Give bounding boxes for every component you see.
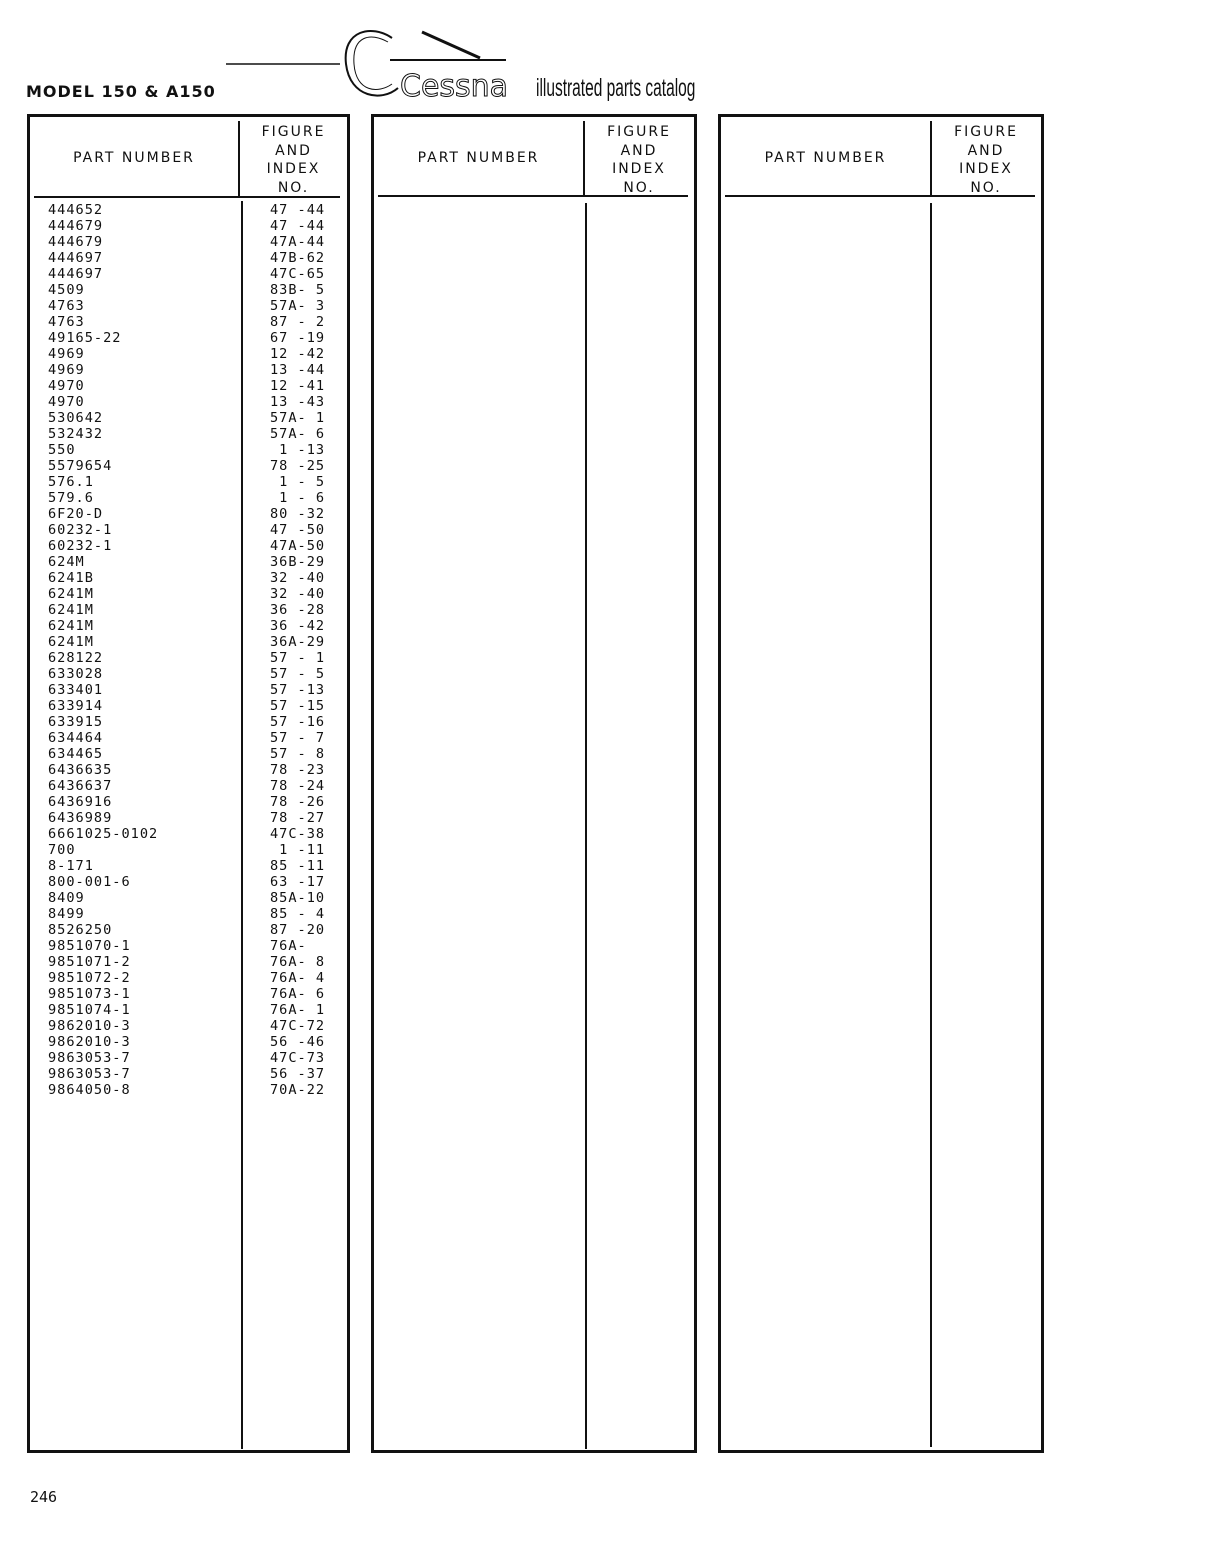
figure-index-cell: 47 -44 bbox=[270, 202, 326, 218]
figure-index-cell: 32 -40 bbox=[270, 586, 326, 602]
table-row bbox=[30, 474, 347, 490]
table-row bbox=[30, 378, 347, 394]
part-number-cell: 576.1 bbox=[48, 474, 94, 490]
figure-index-cell: 57 - 5 bbox=[270, 666, 326, 682]
table-row bbox=[30, 906, 347, 922]
part-number-cell: 4970 bbox=[48, 378, 85, 394]
table-row bbox=[30, 666, 347, 682]
parts-table-3 bbox=[718, 114, 1044, 1453]
table-row bbox=[30, 1034, 347, 1050]
part-number-cell: 60232-1 bbox=[48, 538, 113, 554]
table-row bbox=[30, 1018, 347, 1034]
part-number-cell: 633401 bbox=[48, 682, 104, 698]
table-row bbox=[30, 746, 347, 762]
table-row bbox=[30, 778, 347, 794]
table-row bbox=[30, 842, 347, 858]
figure-index-cell: 32 -40 bbox=[270, 570, 326, 586]
figure-index-cell: 85 -11 bbox=[270, 858, 326, 874]
table-row bbox=[30, 330, 347, 346]
table-row bbox=[30, 234, 347, 250]
figure-index-cell: 1 - 5 bbox=[270, 474, 326, 490]
figure-index-cell: 87 -20 bbox=[270, 922, 326, 938]
part-number-header: PART NUMBER bbox=[417, 150, 540, 166]
figure-index-cell: 57 - 7 bbox=[270, 730, 326, 746]
part-number-cell: 49165-22 bbox=[48, 330, 122, 346]
part-number-cell: 9851073-1 bbox=[48, 986, 131, 1002]
table-row bbox=[30, 506, 347, 522]
figure-index-cell: 57A- 6 bbox=[270, 426, 326, 442]
figure-index-cell: 47A-44 bbox=[270, 234, 326, 250]
part-number-cell: 444697 bbox=[48, 266, 104, 282]
part-number-cell: 6241M bbox=[48, 586, 94, 602]
part-number-cell: 9862010-3 bbox=[48, 1034, 131, 1050]
figure-index-header: FIGURE AND INDEX NO. bbox=[954, 124, 1018, 196]
figure-index-cell: 12 -41 bbox=[270, 378, 326, 394]
table-row bbox=[30, 442, 347, 458]
table-row bbox=[30, 218, 347, 234]
part-number-cell: 550 bbox=[48, 442, 76, 458]
part-number-cell: 9863053-7 bbox=[48, 1066, 131, 1082]
table-row bbox=[30, 314, 347, 330]
figure-index-cell: 57A- 1 bbox=[270, 410, 326, 426]
figure-index-cell: 57 -15 bbox=[270, 698, 326, 714]
part-number-cell: 4970 bbox=[48, 394, 85, 410]
table-row bbox=[30, 266, 347, 282]
table-row bbox=[30, 362, 347, 378]
part-number-cell: 800-001-6 bbox=[48, 874, 131, 890]
part-number-cell: 530642 bbox=[48, 410, 104, 426]
figure-index-cell: 47 -44 bbox=[270, 218, 326, 234]
table-row bbox=[30, 538, 347, 554]
table-row bbox=[30, 602, 347, 618]
figure-index-cell: 1 - 6 bbox=[270, 490, 326, 506]
part-number-cell: 4763 bbox=[48, 298, 85, 314]
figure-index-cell: 76A- 6 bbox=[270, 986, 326, 1002]
figure-index-cell: 13 -43 bbox=[270, 394, 326, 410]
figure-index-cell: 85A-10 bbox=[270, 890, 326, 906]
table-row bbox=[30, 490, 347, 506]
table-row bbox=[30, 714, 347, 730]
figure-index-cell: 76A- 1 bbox=[270, 1002, 326, 1018]
part-number-cell: 6436989 bbox=[48, 810, 113, 826]
figure-index-cell: 80 -32 bbox=[270, 506, 326, 522]
figure-index-cell: 1 -13 bbox=[270, 442, 326, 458]
figure-index-cell: 36A-29 bbox=[270, 634, 326, 650]
table-row bbox=[30, 650, 347, 666]
figure-index-cell: 12 -42 bbox=[270, 346, 326, 362]
part-number-cell: 9864050-8 bbox=[48, 1082, 131, 1098]
part-number-cell: 5579654 bbox=[48, 458, 113, 474]
table-row bbox=[30, 298, 347, 314]
part-number-cell: 9862010-3 bbox=[48, 1018, 131, 1034]
table-row bbox=[30, 954, 347, 970]
table-row bbox=[30, 634, 347, 650]
table-row bbox=[30, 346, 347, 362]
part-number-cell: 9863053-7 bbox=[48, 1050, 131, 1066]
part-number-cell: 444679 bbox=[48, 234, 104, 250]
table-row bbox=[30, 698, 347, 714]
table-row bbox=[30, 970, 347, 986]
table-row bbox=[30, 826, 347, 842]
table-row bbox=[30, 794, 347, 810]
figure-index-cell: 76A- 4 bbox=[270, 970, 326, 986]
parts-table-1 bbox=[27, 114, 350, 1453]
figure-index-cell: 67 -19 bbox=[270, 330, 326, 346]
catalog-title: illustrated parts catalog bbox=[536, 74, 696, 102]
figure-index-cell: 47C-65 bbox=[270, 266, 326, 282]
part-number-cell: 634464 bbox=[48, 730, 104, 746]
part-number-cell: 9851074-1 bbox=[48, 1002, 131, 1018]
table-row bbox=[30, 394, 347, 410]
figure-index-cell: 1 -11 bbox=[270, 842, 326, 858]
figure-index-cell: 57 - 8 bbox=[270, 746, 326, 762]
figure-index-cell: 78 -25 bbox=[270, 458, 326, 474]
figure-index-cell: 63 -17 bbox=[270, 874, 326, 890]
figure-index-header: FIGURE AND INDEX NO. bbox=[607, 124, 671, 196]
part-number-cell: 9851071-2 bbox=[48, 954, 131, 970]
table-row bbox=[30, 1082, 347, 1098]
figure-index-cell: 57 -16 bbox=[270, 714, 326, 730]
part-number-cell: 4969 bbox=[48, 346, 85, 362]
figure-index-cell: 47 -50 bbox=[270, 522, 326, 538]
table-row bbox=[30, 458, 347, 474]
table-row bbox=[30, 618, 347, 634]
table-row bbox=[30, 986, 347, 1002]
table-row bbox=[30, 762, 347, 778]
table-row bbox=[30, 554, 347, 570]
part-number-cell: 6241M bbox=[48, 634, 94, 650]
parts-table-2 bbox=[371, 114, 697, 1453]
figure-index-cell: 47B-62 bbox=[270, 250, 326, 266]
table-row bbox=[30, 890, 347, 906]
figure-index-cell: 56 -46 bbox=[270, 1034, 326, 1050]
figure-index-cell: 57 -13 bbox=[270, 682, 326, 698]
table-row bbox=[30, 1066, 347, 1082]
parts-list bbox=[30, 202, 347, 1098]
part-number-cell: 579.6 bbox=[48, 490, 94, 506]
part-number-cell: 8499 bbox=[48, 906, 85, 922]
part-number-cell: 633028 bbox=[48, 666, 104, 682]
part-number-cell: 6436635 bbox=[48, 762, 113, 778]
figure-index-cell: 57A- 3 bbox=[270, 298, 326, 314]
table-row bbox=[30, 426, 347, 442]
table-row bbox=[30, 410, 347, 426]
model-title: MODEL 150 & A150 bbox=[26, 82, 216, 101]
header-divider bbox=[238, 121, 240, 197]
figure-index-cell: 78 -27 bbox=[270, 810, 326, 826]
figure-index-cell: 70A-22 bbox=[270, 1082, 326, 1098]
table-row bbox=[30, 810, 347, 826]
part-number-cell: 8409 bbox=[48, 890, 85, 906]
table-row bbox=[30, 586, 347, 602]
part-number-cell: 6241B bbox=[48, 570, 94, 586]
part-number-cell: 4763 bbox=[48, 314, 85, 330]
column-divider bbox=[585, 203, 587, 1449]
part-number-cell: 633914 bbox=[48, 698, 104, 714]
part-number-cell: 6F20-D bbox=[48, 506, 104, 522]
part-number-cell: 9851072-2 bbox=[48, 970, 131, 986]
figure-index-header: FIGURE AND INDEX NO. bbox=[261, 124, 326, 196]
page-number: 246 bbox=[30, 1488, 58, 1506]
table-row bbox=[30, 922, 347, 938]
table-row bbox=[30, 858, 347, 874]
part-number-cell: 634465 bbox=[48, 746, 104, 762]
part-number-cell: 6241M bbox=[48, 602, 94, 618]
table-row bbox=[30, 874, 347, 890]
figure-index-cell: 47A-50 bbox=[270, 538, 326, 554]
figure-index-cell: 76A- 8 bbox=[270, 954, 326, 970]
figure-index-cell: 78 -24 bbox=[270, 778, 326, 794]
cessna-logo bbox=[222, 24, 522, 104]
table-row bbox=[30, 730, 347, 746]
part-number-cell: 4969 bbox=[48, 362, 85, 378]
part-number-cell: 444652 bbox=[48, 202, 104, 218]
figure-index-cell: 36B-29 bbox=[270, 554, 326, 570]
figure-index-cell: 47C-72 bbox=[270, 1018, 326, 1034]
part-number-cell: 6661025-0102 bbox=[48, 826, 159, 842]
svg-text:Cessna: Cessna bbox=[400, 69, 509, 104]
part-number-cell: 444679 bbox=[48, 218, 104, 234]
part-number-cell: 60232-1 bbox=[48, 522, 113, 538]
figure-index-cell: 85 - 4 bbox=[270, 906, 326, 922]
figure-index-cell: 36 -42 bbox=[270, 618, 326, 634]
part-number-cell: 628122 bbox=[48, 650, 104, 666]
figure-index-cell: 56 -37 bbox=[270, 1066, 326, 1082]
table-row bbox=[30, 202, 347, 218]
part-number-cell: 9851070-1 bbox=[48, 938, 131, 954]
table-row bbox=[30, 1002, 347, 1018]
part-number-cell: 6436916 bbox=[48, 794, 113, 810]
figure-index-cell: 87 - 2 bbox=[270, 314, 326, 330]
part-number-cell: 624M bbox=[48, 554, 85, 570]
table-row bbox=[30, 282, 347, 298]
part-number-cell: 444697 bbox=[48, 250, 104, 266]
part-number-header: PART NUMBER bbox=[73, 150, 195, 166]
figure-index-cell: 83B- 5 bbox=[270, 282, 326, 298]
part-number-cell: 700 bbox=[48, 842, 76, 858]
column-divider bbox=[930, 203, 932, 1447]
part-number-cell: 8-171 bbox=[48, 858, 94, 874]
figure-index-cell: 78 -23 bbox=[270, 762, 326, 778]
part-number-cell: 6241M bbox=[48, 618, 94, 634]
table-row bbox=[30, 522, 347, 538]
figure-index-cell: 76A- bbox=[270, 938, 307, 954]
part-number-cell: 8526250 bbox=[48, 922, 113, 938]
figure-index-cell: 13 -44 bbox=[270, 362, 326, 378]
figure-index-cell: 47C-73 bbox=[270, 1050, 326, 1066]
part-number-header: PART NUMBER bbox=[764, 150, 887, 166]
table-row bbox=[30, 250, 347, 266]
part-number-cell: 633915 bbox=[48, 714, 104, 730]
part-number-cell: 6436637 bbox=[48, 778, 113, 794]
figure-index-cell: 47C-38 bbox=[270, 826, 326, 842]
figure-index-cell: 78 -26 bbox=[270, 794, 326, 810]
part-number-cell: 532432 bbox=[48, 426, 104, 442]
table-row bbox=[30, 682, 347, 698]
figure-index-cell: 36 -28 bbox=[270, 602, 326, 618]
table-row bbox=[30, 1050, 347, 1066]
part-number-cell: 4509 bbox=[48, 282, 85, 298]
table-row bbox=[30, 570, 347, 586]
table-row bbox=[30, 938, 347, 954]
figure-index-cell: 57 - 1 bbox=[270, 650, 326, 666]
